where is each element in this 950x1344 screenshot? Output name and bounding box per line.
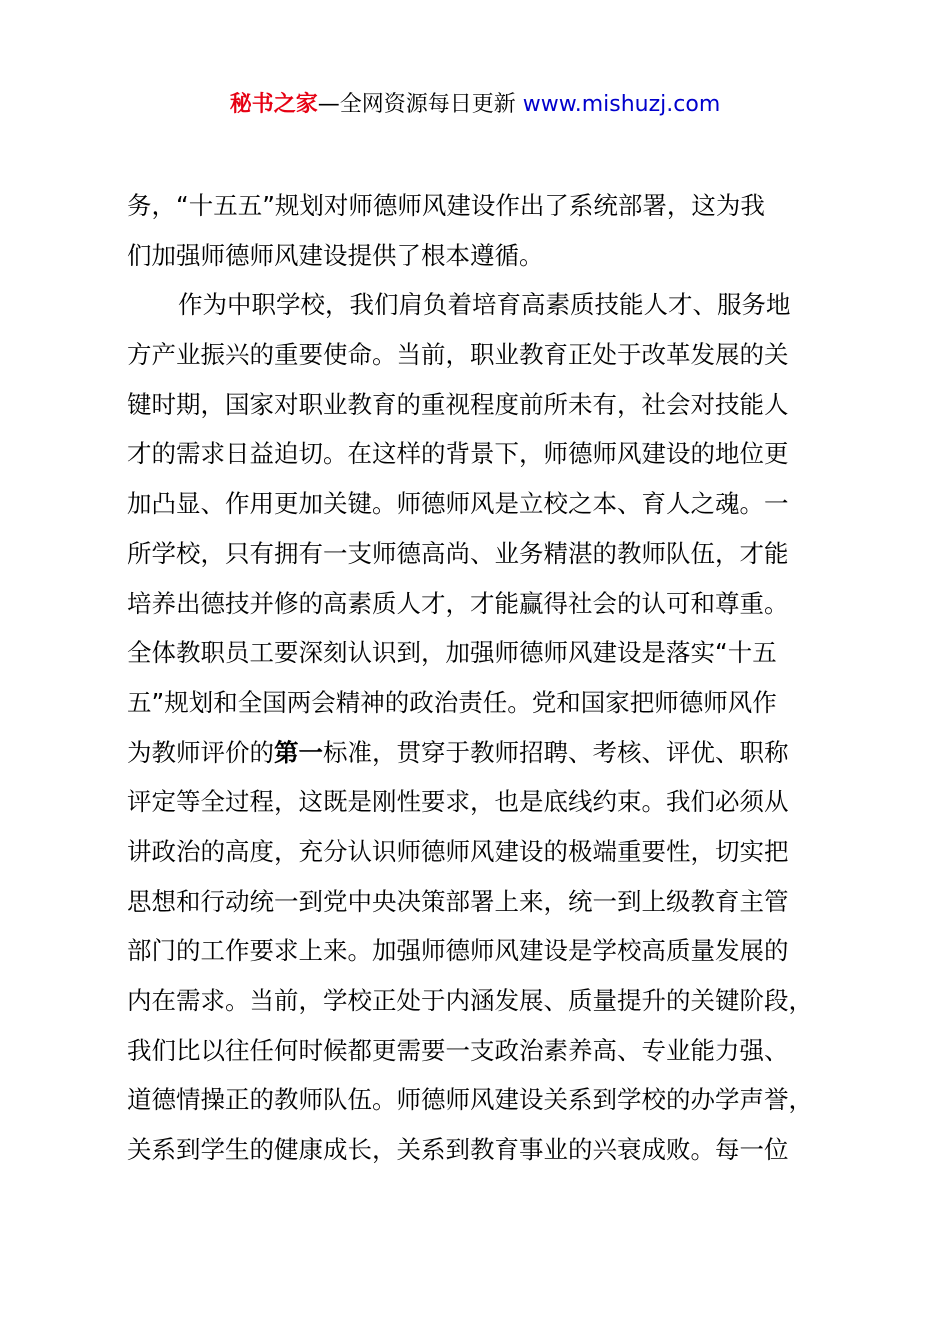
text-line: 全体教职员工要深刻认识到，加强师德师风建设是落实“十五 [127,638,777,668]
brand-name: 秘书之家 [229,92,318,117]
text-line: 部门的工作要求上来。加强师德师风建设是学校高质量发展的 [127,936,789,966]
text-line: 道德情操正的教师队伍。师德师风建设关系到学校的办学声誉， [127,1085,813,1115]
paragraph-start-line: 作为中职学校，我们肩负着培育高素质技能人才、服务地 [178,290,791,320]
text-line: 加凸显、作用更加关键。师德师风是立校之本、育人之魂。一 [127,489,789,519]
text-line: 务，“十五五”规划对师德师风建设作出了系统部署，这为我 [127,191,765,220]
text-segment: 为教师评价的 [127,737,274,767]
text-line: 才的需求日益迫切。在这样的背景下，师德师风建设的地位更 [127,439,789,469]
text-line: 培养出德技并修的高素质人才，才能赢得社会的认可和尊重。 [127,588,789,618]
text-line: 评定等全过程，这既是刚性要求，也是底线约束。我们必须从 [127,787,789,817]
text-line: 五”规划和全国两会精神的政治责任。党和国家把师德师风作 [127,687,777,717]
text-line-with-bold [127,728,837,778]
text-line: 所学校，只有拥有一支师德高尚、业务精湛的教师队伍，才能 [127,538,789,568]
text-line: 内在需求。当前，学校正处于内涵发展、质量提升的关键阶段， [127,986,813,1015]
text-line: 讲政治的高度，充分认识师德师风建设的极端重要性，切实把 [127,836,789,866]
text-line: 方产业振兴的重要使命。当前，职业教育正处于改革发展的关 [127,340,789,370]
text-line: 们加强师德师风建设提供了根本遵循。 [127,240,544,270]
header-tagline: —全网资源每日更新 [317,92,523,117]
text-segment: 标准，贯穿于教师招聘、考核、评优、职称 [323,737,789,767]
text-line: 我们比以往任何时候都更需要一支政治素养高、专业能力强、 [127,1035,789,1065]
bold-emphasis: 第一 [274,737,323,767]
document-body [127,181,837,1175]
site-url-link[interactable]: www.mishuzj.com [522,92,721,117]
text-line: 思想和行动统一到党中央决策部署上来，统一到上级教育主管 [127,886,789,916]
text-line: 键时期，国家对职业教育的重视程度前所未有，社会对技能人 [127,389,789,419]
text-line: 关系到学生的健康成长，关系到教育事业的兴衰成败。每一位 [127,1135,789,1165]
page-header [0,88,950,122]
